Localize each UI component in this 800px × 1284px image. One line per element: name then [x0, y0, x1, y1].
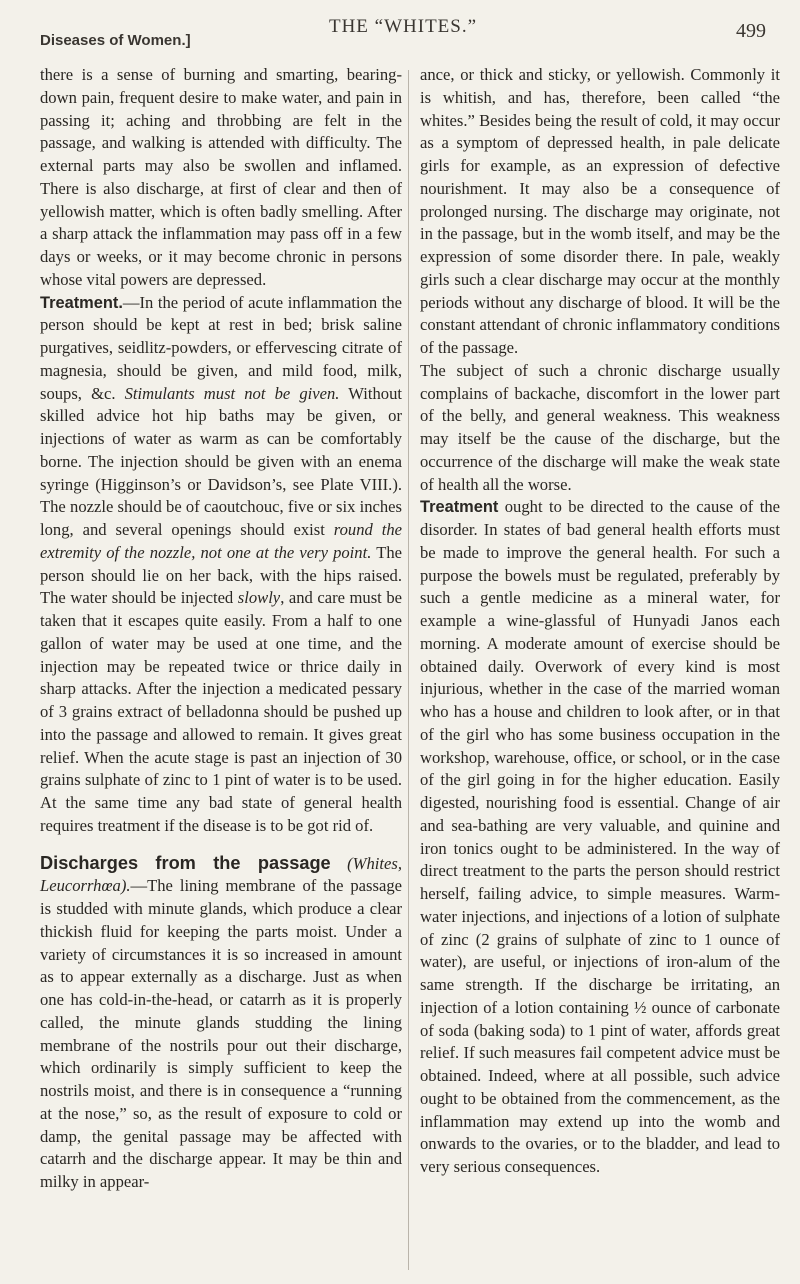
treatment-heading: Treatment. [40, 293, 123, 312]
paragraph-treatment [40, 292, 402, 838]
text-run: ought to be directed to the cause of the disorder. In states of bad general health efforts must be made to improve the general health. For such a purpose the bowels must be regulated, preferably by such a gentle medicine as a mineral water, for example a wine-glassful of Hunyadi Janos each morning. A moderate amount of exercise should be obtained daily. Overwork of every kind is most injurious, whether in the case of the married woman who has a house and children to look after, or in that of the girl who has some business occupation in the workshop, warehouse, office, or school, or in the case of the girl going in for the higher education. Easily digested, nourishing food is essential. Change of air and sea-bathing are very valuable, and quinine and iron tonics ought to be administered. In the way of direct treatment to the parts the person should restrict herself, failing advice, to simple measures. Warm-water injections, and injections of a lotion of sulphate of zinc (2 grains of sulphate of zinc to 1 ounce of water), are useful, or injections of iron-alum of the same strength. If the discharge be irritating, an injection of a lotion containing ½ ounce of carbonate of soda (baking soda) to 1 pint of water, affords great relief. If such measures fail competent advice must be obtained. Indeed, where at all possible, such advice ought to be obtained from the commencement, as the inflammation may extend up into the womb and onwards to the ovaries, or to the bladder, and lead to very serious consequences. [420, 497, 780, 1176]
section-title: Diseases of Women.] [40, 32, 191, 49]
paragraph-complaints: The subject of such a chronic discharge usually complains of backache, discomfort in the lower part of the belly, and general weakness. This weakness may itself be the cause of the discharge, but the occurrence of the discharge will make the weak state of health all the worse. [420, 360, 780, 494]
emphasis-slowly: slowly [237, 588, 281, 608]
discharges-heading: Discharges from the passage [40, 852, 331, 873]
text-run: Without skilled advice hot hip baths may be given, or injections of water as warm as can be comfortably borne. The injection should be given with an enema syringe (Higginson’s or Davidson’s, see Plate VIII.). The nozzle should be of caoutchouc, five or six inches long, and several openings should exist [40, 383, 402, 539]
running-title: THE “WHITES.” [328, 16, 478, 37]
text-run: —In the period of acute inflammation the person should be kept at rest in bed; brisk saline purgatives, seidlitz-powders, or effervescing citrate of magnesia, should be given, and mild food, milk, soups, &c. [40, 292, 402, 403]
treatment-heading-2: Treatment [420, 498, 499, 517]
left-column [40, 64, 402, 1194]
text-run: The person should lie on her back, with the hips raised. The water should be injected [40, 542, 402, 608]
page-header [40, 16, 766, 49]
text-run: —The lining membrane of the passage is studded with minute glands, which produce a clear thickish fluid for keeping the parts moist. Under a variety of circumstances it is so increased in amount as to appear externally as a discharge. Just as when one has cold-in-the-head, or catarrh as it is properly called, the minute glands studding the lining membrane of the nostrils pour out their discharge, which ordinarily is simply sufficient to keep the nostrils moist, and there is in consequence a “running at the nose,” so, as the result of exposure to cold or damp, the genital passage may be affected with catarrh and the discharge appear. It may be thin and milky in appear- [40, 876, 402, 1191]
page-number: 499 [736, 20, 766, 42]
paragraph-treatment-2 [420, 496, 780, 1179]
text-run: , and care must be taken that it escapes quite easily. From a half to one gallon of water may be used at one time, and the injection may be repeated twice or thrice daily in sharp attacks. After the injection a medicated pessary of 3 grains extract of belladonna should be pushed up into the passage and allowed to remain. It gives great relief. When the acute stage is past an injection of 30 grains sulphate of zinc to 1 pint of water is to be used. At the same time any bad state of general health requires treatment if the disease is to be got rid of. [40, 588, 402, 835]
paragraph-symptoms: there is a sense of burning and smarting, bearing-down pain, frequent desire to make water, and pain in passing it; aching and throbbing are felt in the passage, and walking is attended with difficulty. The external parts may also be swollen and inflamed. There is also discharge, at first of clear and then of yellowish matter, which is often badly smelling. After a sharp attack the inflammation may pass off in a few days or weeks, or it may become chronic in persons whose vital powers are depressed. [40, 65, 402, 289]
column-divider [408, 70, 409, 1270]
emphasis-nozzle: round the extremity of the nozzle, not one at the very point. [40, 520, 403, 562]
emphasis-whites: (Whites, Leucorrhœa). [40, 853, 402, 896]
paragraph-discharges [40, 852, 402, 1194]
emphasis-stimulants: Stimulants must not be given. [124, 383, 340, 403]
right-column [420, 64, 780, 1179]
paragraph-appearance: ance, or thick and sticky, or yellowish. Commonly it is whitish, and has, therefore, been called “the whites.” Besides being the result of cold, it may occur as a symptom of depressed health, in pale delicate girls for example, as an expression of defective nourishment. It may also be a consequence of prolonged nursing. The discharge may originate, not in the passage, but in the womb itself, and may be the expression of some disorder there. In pale, weakly girls such a clear discharge may occur at the monthly periods without any discharge of blood. It will be the constant attendant of chronic inflammatory conditions of the passage. [420, 65, 780, 357]
